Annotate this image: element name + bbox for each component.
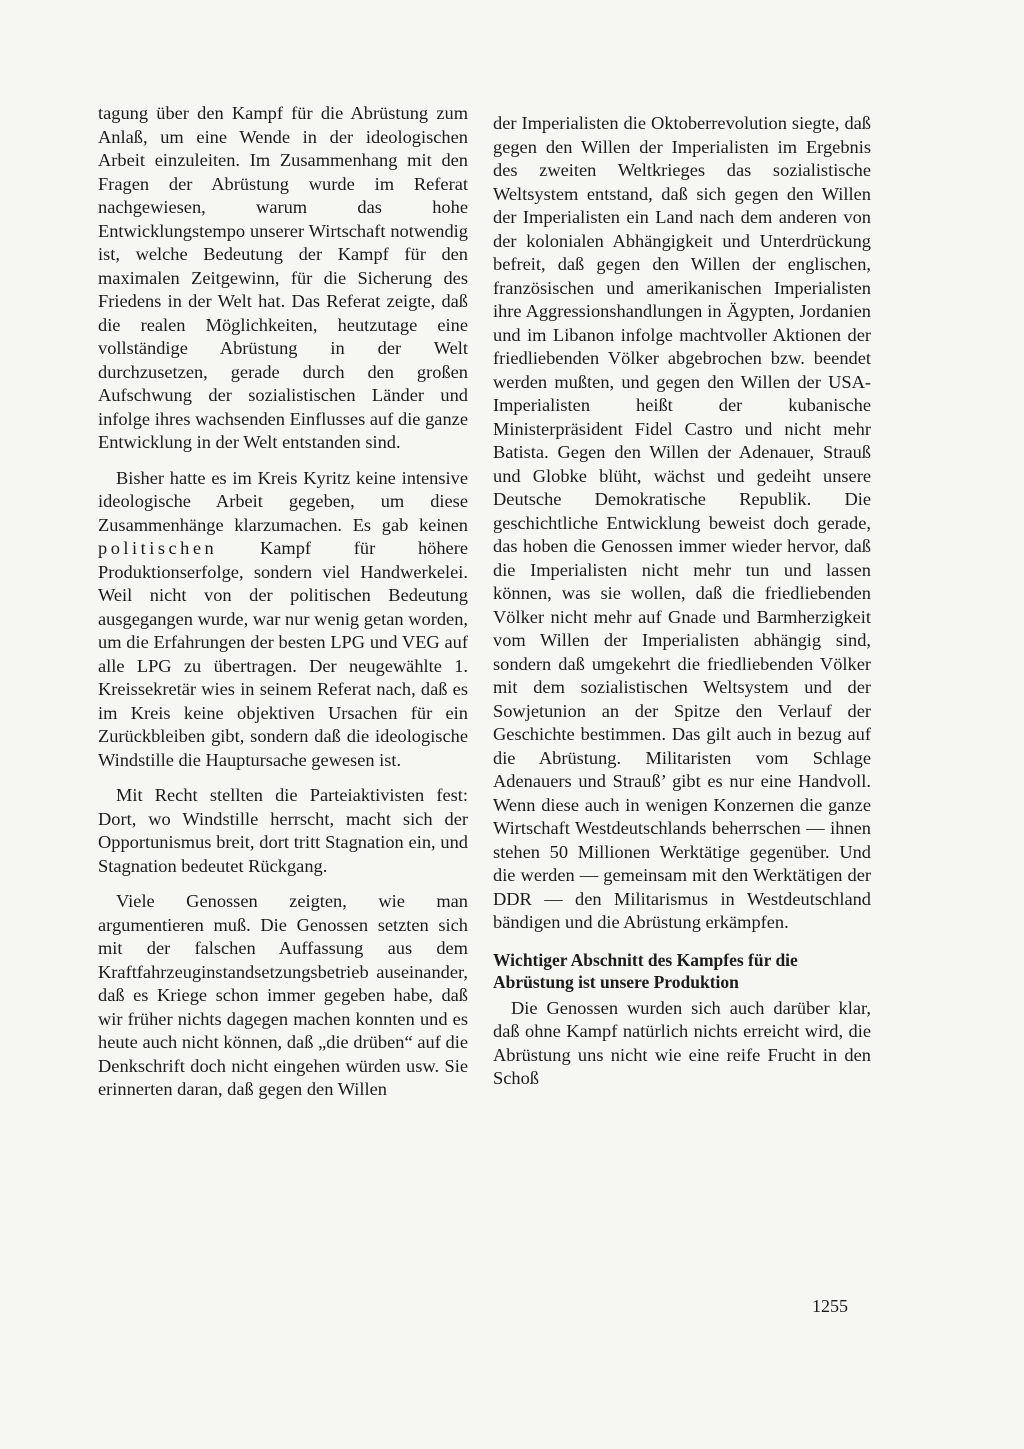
page-number: 1255 [812,1296,848,1316]
paragraph: tagung über den Kampf für die Abrüstung zum Anlaß, um eine Wende in der ideologischen Arbeit einzuleiten. Im Zusammenhang mit den Fragen der Abrüstung wurde im Referat nachgewiesen, warum das hohe Entwicklungstempo unserer Wirtschaft notwendig ist, welche Bedeutung der Kampf für den maximalen Zeitgewinn, für die Sicherung des Friedens in der Welt hat. Das Referat zeigte, daß die realen Möglichkeiten, heutzutage eine vollständige Abrüstung in der Welt durchzusetzen, gerade durch den großen Aufschwung der sozialistischen Länder und infolge ihres wachsenden Einflusses auf die ganze Entwicklung in der Welt entstanden sind. [98,103,468,452]
text-span: Bisher hatte es im Kreis Kyritz keine intensive ideologische Arbeit gegeben, um diese Zusammenhänge klarzumachen. Es gab keinen [98,467,468,535]
right-column [493,112,871,1103]
paragraph: Die Genossen wurden sich auch darüber klar, daß ohne Kampf natürlich nichts erreicht wird, die Abrüstung uns nicht wie eine reife Frucht in den Schoß [493,997,871,1088]
section-heading: Wichtiger Abschnitt des Kampfes für die Abrüstung ist unsere Produktion [493,949,798,992]
emphasized-word: politischen [98,538,218,558]
text-span: Kampf für höhere Produktionserfolge, sondern viel Handwerkelei. Weil nicht von der politischen Bedeutung ausgegangen wurde, war nur wenig getan worden, um die Erfahrungen der besten LPG und VEG auf alle LPG zu übertragen. Der neugewählte 1. Kreissekretär wies in seinem Referat nach, daß es im Kreis keine objektiven Ursachen für ein Zurückbleiben gibt, sondern daß die ideologische Windstille die Hauptursache gewesen ist. [98,538,468,770]
paragraph [98,467,468,773]
left-column [98,102,468,1114]
paragraph: Mit Recht stellten die Parteiaktivisten fest: Dort, wo Windstille herrscht, macht sich der Opportunismus breit, dort tritt Stagnation ein, und Stagnation bedeutet Rückgang. [98,785,468,876]
paragraph: der Imperialisten die Oktoberrevolution siegte, daß gegen den Willen der Imperialisten im Ergebnis des zweiten Weltkrieges das sozialistische Weltsystem entstand, daß sich gegen den Willen der Imperialisten ein Land nach dem anderen von der kolonialen Abhängigkeit und Unterdrückung befreit, daß gegen den Willen der englischen, französischen und amerikanischen Imperialisten ihre Aggressionshandlungen in Ägypten, Jordanien und im Libanon infolge machtvoller Aktionen der friedliebenden Völker abgebrochen bzw. beendet werden mußten, und gegen den Willen der USA-Imperialisten heißt der kubanische Ministerpräsident Fidel Castro und nicht mehr Batista. Gegen den Willen der Adenauer, Strauß und Globke blüht, wächst und gedeiht unsere Deutsche Demokratische Republik. Die geschichtliche Entwicklung beweist doch gerade, das hoben die Genossen immer wieder hervor, daß die Imperialisten nicht mehr tun und lassen können, was sie wollen, daß die friedliebenden Völker nicht mehr auf Gnade und Barmherzigkeit vom Willen der Imperialisten abhängig sind, sondern daß umgekehrt die friedliebenden Völker mit dem sozialistischen Weltsystem und der Sowjetunion an der Spitze den Verlauf der Geschichte bestimmen. Das gilt auch in bezug auf die Abrüstung. Militaristen vom Schlage Adenauers und Strauß’ gibt es nur eine Handvoll. Wenn diese auch in wenigen Konzernen die ganze Wirtschaft Westdeutschlands beherrschen — ihnen stehen 50 Millionen Werktätige gegenüber. Und die werden — gemeinsam mit den Werktätigen der DDR — den Militarismus in Westdeutschland bändigen und die Abrüstung erkämpfen. [493,113,871,932]
paragraph: Viele Genossen zeigten, wie man argumentieren muß. Die Genossen setzten sich mit der falschen Auffassung aus dem Kraftfahrzeuginstandsetzungsbetrieb auseinander, daß es Kriege schon immer gegeben habe, daß wir früher nichts dagegen machen konnten und es heute auch nicht können, daß „die drüben“ auf die Denkschrift doch nicht eingehen würden usw. Sie erinnerten daran, daß gegen den Willen [98,891,468,1099]
